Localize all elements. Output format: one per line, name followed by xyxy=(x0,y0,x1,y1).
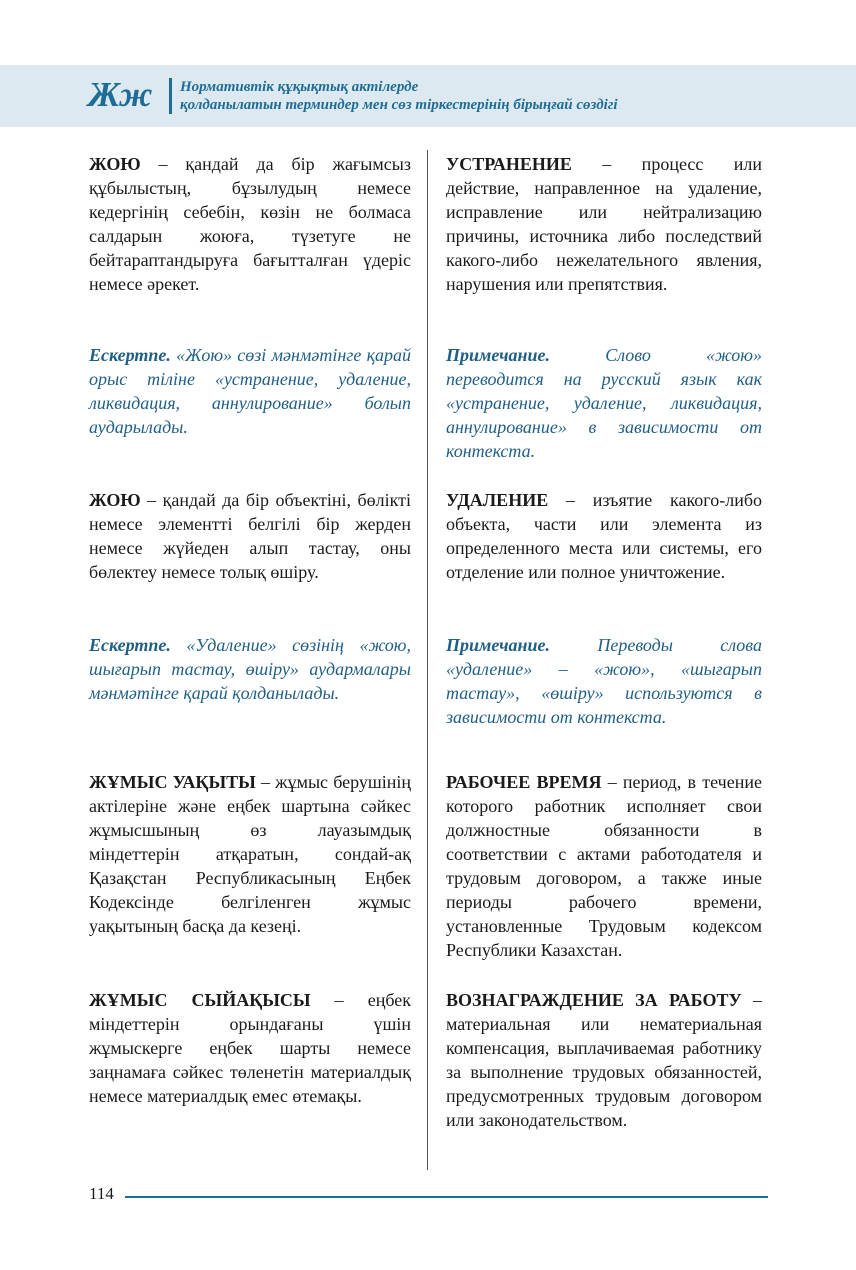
definition-ru: – период, в течение которого работник исполняет свои должностные обязанности в соответствии с актами работодателя и трудовым договором, а также иные периоды рабочего времени, установленные Трудовым кодексом Республики Казахстан. xyxy=(446,772,762,960)
entry-kz xyxy=(89,770,411,938)
entry-ru xyxy=(446,770,762,962)
note-text-kz: «Удаление» сөзінің «жою, шығарып тастау, өшіру» аудармалары мәнмәтінге қарай қолданылады. xyxy=(89,635,411,703)
entry-kz xyxy=(89,988,411,1108)
note-label-ru: Примечание. xyxy=(446,635,551,655)
header-title xyxy=(180,78,740,114)
footer-rule xyxy=(125,1196,768,1198)
note-kz xyxy=(89,343,411,439)
section-letters: Жж xyxy=(88,75,152,114)
definition-ru: – процесс или действие, направленное на удаление, исправление или нейтрализацию причины, источника либо последствий какого-либо нежелательного явления, нарушения или препятствия. xyxy=(446,154,762,294)
entry-ru xyxy=(446,988,762,1132)
note-text-ru: Слово «жою» переводится на русский язык как «устранение, удаление, ликвидация, аннулирование» в зависимости от контекста. xyxy=(446,345,762,461)
entry-kz xyxy=(89,152,411,296)
definition-kz: – қандай да бір жағымсыз құбылыстың, бұзылудың немесе кедергінің себебін, көзін не болмаса салдарын жоюға, түзетуге не бейтараптандыруға бағытталған үдеріс немесе әрекет. xyxy=(89,154,411,294)
note-ru xyxy=(446,343,762,463)
term-kz: ЖҰМЫС УАҚЫТЫ xyxy=(89,772,256,792)
entry-kz xyxy=(89,488,411,584)
column-divider xyxy=(427,150,428,1170)
note-kz xyxy=(89,633,411,705)
term-ru: ВОЗНАГРАЖДЕНИЕ ЗА РАБОТУ xyxy=(446,990,742,1010)
term-kz: ЖҰМЫС СЫЙАҚЫСЫ xyxy=(89,990,311,1010)
header-title-line1: Нормативтік құқықтық актілерде xyxy=(180,79,419,95)
entry-ru xyxy=(446,152,762,296)
definition-kz: – қандай да бір объектіні, бөлікті немесе элементті белгілі бір жерден немесе жүйеден алып тастау, оны бөлектеу немесе толық өшіру. xyxy=(89,490,411,582)
term-ru: УДАЛЕНИЕ xyxy=(446,490,549,510)
definition-ru: – изъятие какого-либо объекта, части или элемента из определенного места или системы, его отделение или полное уничтожение. xyxy=(446,490,762,582)
page-number: 114 xyxy=(89,1184,114,1203)
note-label-ru: Примечание. xyxy=(446,345,551,365)
term-kz: ЖОЮ xyxy=(89,490,141,510)
header-title-line2: қолданылатын терминдер мен сөз тіркестерінің бірыңғай сөздігі xyxy=(180,97,618,113)
entry-ru xyxy=(446,488,762,584)
definition-kz: – еңбек міндеттерін орындағаны үшін жұмыскерге еңбек шарты немесе заңнамаға сәйкес төленетін материалдық немесе материалдық емес өтемақы. xyxy=(89,990,411,1106)
note-label-kz: Ескертпе. xyxy=(89,345,171,365)
note-text-kz: «Жою» сөзі мәнмәтінге қарай орыс тіліне «устранение, удаление, ликвидация, аннулирование» болып аударылады. xyxy=(89,345,411,437)
header-divider xyxy=(169,78,172,114)
definition-kz: – жұмыс берушінің актілеріне және еңбек шартына сәйкес жұмысшының өз лауазымдық міндеттерін атқаратын, сондай-ақ Қазақстан Республикасының Еңбек Кодексінде белгіленген жұмыс уақытының басқа да кезеңі. xyxy=(89,772,412,936)
note-ru xyxy=(446,633,762,729)
note-text-ru: Переводы слова «удаление» – «жою», «шығарып тастау», «өшіру» используются в зависимости от контекста. xyxy=(446,635,762,727)
definition-ru: – материальная или нематериальная компенсация, выплачиваемая работнику за выполнение трудовых обязанностей, предусмотренных трудовым договором или законодательством. xyxy=(446,990,762,1130)
term-ru: РАБОЧЕЕ ВРЕМЯ xyxy=(446,772,602,792)
term-ru: УСТРАНЕНИЕ xyxy=(446,154,572,174)
note-label-kz: Ескертпе. xyxy=(89,635,171,655)
term-kz: ЖОЮ xyxy=(89,154,141,174)
